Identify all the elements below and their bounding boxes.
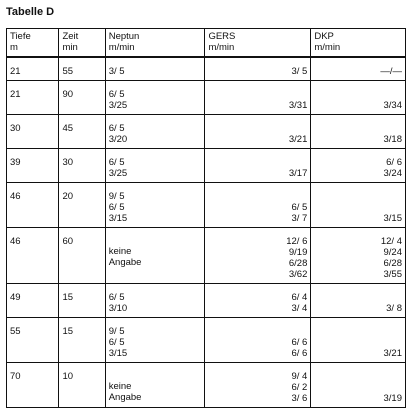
header-neptun-label: Neptun — [108, 31, 140, 42]
cell-zeit — [59, 232, 105, 284]
header-tiefe — [7, 29, 59, 58]
cell-gers — [205, 62, 311, 81]
decompression-table — [6, 28, 406, 408]
cell-line: 6/ 5 — [108, 89, 125, 100]
table-row — [7, 85, 406, 115]
table-row — [7, 367, 406, 408]
cell-neptun — [105, 153, 205, 183]
table-row — [7, 187, 406, 228]
cell-value: 30 — [62, 157, 74, 168]
cell-line: 9/ 4 — [291, 371, 308, 382]
cell-line: 9/24 — [383, 247, 402, 258]
cell-line: 6/ 5 — [108, 202, 125, 213]
cell-line: 3/15 — [108, 348, 128, 359]
cell-value: 46 — [10, 236, 21, 247]
table-row — [7, 119, 406, 149]
cell-line: 3/15 — [383, 213, 402, 224]
cell-tiefe — [7, 187, 59, 228]
cell-line: 3/24 — [383, 168, 402, 179]
cell-gers — [205, 85, 311, 115]
cell-line: 3/19 — [383, 393, 402, 404]
cell-zeit — [59, 187, 105, 228]
cell-gers — [205, 322, 311, 363]
cell-neptun — [105, 322, 205, 363]
cell-line: 6/ 4 — [291, 292, 308, 303]
cell-line: 3/ 5 — [291, 66, 308, 77]
header-row — [7, 29, 406, 58]
cell-line: 6/ 6 — [386, 157, 402, 168]
cell-line: keine — [108, 246, 132, 257]
cell-zeit — [59, 367, 105, 408]
cell-line: 3/55 — [383, 269, 402, 280]
cell-line: 3/34 — [383, 100, 402, 111]
cell-line: 3/ 7 — [291, 213, 308, 224]
cell-value: 21 — [10, 66, 21, 77]
cell-gers — [205, 367, 311, 408]
header-tiefe-label: Tiefe — [10, 31, 31, 42]
cell-dkp — [311, 322, 406, 363]
cell-line: 3/21 — [288, 134, 308, 145]
cell-value: 49 — [10, 292, 21, 303]
cell-tiefe — [7, 322, 59, 363]
cell-line: 6/ 5 — [108, 292, 125, 303]
cell-zeit — [59, 62, 105, 81]
cell-neptun — [105, 367, 205, 408]
header-tiefe-unit: m — [10, 42, 18, 53]
cell-neptun — [105, 85, 205, 115]
cell-neptun — [105, 232, 205, 284]
cell-neptun — [105, 187, 205, 228]
cell-value: 15 — [62, 326, 74, 337]
cell-tiefe — [7, 232, 59, 284]
cell-tiefe — [7, 367, 59, 408]
cell-value: 55 — [10, 326, 21, 337]
cell-gers — [205, 232, 311, 284]
header-gers-unit: m/min — [208, 42, 235, 53]
cell-value: 20 — [62, 191, 74, 202]
header-gers — [205, 29, 311, 58]
cell-line: 6/ 6 — [291, 348, 308, 359]
cell-line: 6/ 5 — [108, 123, 125, 134]
table-row — [7, 322, 406, 363]
cell-line: 12/ 4 — [380, 236, 402, 247]
cell-dkp — [311, 187, 406, 228]
cell-line: 3/ 8 — [386, 303, 402, 314]
cell-line: 3/10 — [108, 303, 128, 314]
cell-tiefe — [7, 119, 59, 149]
cell-value: 15 — [62, 292, 74, 303]
cell-neptun — [105, 119, 205, 149]
cell-line: Angabe — [108, 257, 142, 268]
cell-line: 3/ 5 — [108, 66, 125, 77]
cell-line: 3/25 — [108, 100, 128, 111]
cell-line: 9/ 5 — [108, 326, 125, 337]
cell-line: 6/ 5 — [108, 337, 125, 348]
cell-dkp — [311, 232, 406, 284]
cell-value: 39 — [10, 157, 21, 168]
cell-tiefe — [7, 153, 59, 183]
cell-line: 6/ 5 — [291, 202, 308, 213]
cell-line: 3/25 — [108, 168, 128, 179]
table-row — [7, 153, 406, 183]
cell-gers — [205, 187, 311, 228]
cell-line: Angabe — [108, 392, 142, 403]
cell-value: 10 — [62, 371, 74, 382]
cell-zeit — [59, 288, 105, 318]
cell-line: 3/18 — [383, 134, 402, 145]
cell-dkp — [311, 85, 406, 115]
cell-tiefe — [7, 85, 59, 115]
cell-tiefe — [7, 62, 59, 81]
cell-gers — [205, 119, 311, 149]
header-zeit-label: Zeit — [62, 31, 79, 42]
header-neptun-unit: m/min — [108, 42, 135, 53]
cell-line: —/— — [380, 66, 402, 77]
cell-line: 6/ 2 — [291, 382, 308, 393]
cell-line: 3/21 — [383, 348, 402, 359]
header-zeit — [59, 29, 105, 58]
cell-line: 3/15 — [108, 213, 128, 224]
header-neptun — [105, 29, 205, 58]
table-body — [7, 57, 406, 408]
cell-line: keine — [108, 381, 132, 392]
cell-line: 3/17 — [288, 168, 308, 179]
header-dkp-label: DKP — [314, 31, 334, 42]
cell-value: 60 — [62, 236, 74, 247]
cell-value: 45 — [62, 123, 74, 134]
cell-neptun — [105, 288, 205, 318]
cell-line: 3/ 4 — [291, 303, 308, 314]
table-row — [7, 62, 406, 81]
cell-line: 6/ 5 — [108, 157, 125, 168]
table-row — [7, 288, 406, 318]
cell-line: 3/20 — [108, 134, 128, 145]
cell-tiefe — [7, 288, 59, 318]
cell-dkp — [311, 367, 406, 408]
cell-line: 9/19 — [288, 247, 308, 258]
cell-gers — [205, 288, 311, 318]
cell-line: 6/ 6 — [291, 337, 308, 348]
cell-line: 6/28 — [383, 258, 402, 269]
cell-zeit — [59, 119, 105, 149]
cell-value: 21 — [10, 89, 21, 100]
cell-value: 55 — [62, 66, 74, 77]
cell-dkp — [311, 288, 406, 318]
cell-dkp — [311, 119, 406, 149]
cell-gers — [205, 153, 311, 183]
cell-neptun — [105, 62, 205, 81]
cell-line: 12/ 6 — [286, 236, 308, 247]
cell-dkp — [311, 62, 406, 81]
cell-value: 30 — [10, 123, 21, 134]
cell-zeit — [59, 85, 105, 115]
header-dkp — [311, 29, 406, 58]
cell-line: 6/28 — [288, 258, 308, 269]
header-dkp-unit: m/min — [314, 42, 341, 53]
cell-zeit — [59, 322, 105, 363]
cell-value: 70 — [10, 371, 21, 382]
cell-line: 3/ 6 — [291, 393, 308, 404]
table-title: Tabelle D — [6, 6, 55, 18]
cell-dkp — [311, 153, 406, 183]
table-row — [7, 232, 406, 284]
header-gers-label: GERS — [208, 31, 236, 42]
header-zeit-unit: min — [62, 42, 78, 53]
cell-zeit — [59, 153, 105, 183]
cell-value: 46 — [10, 191, 21, 202]
cell-line: 9/ 5 — [108, 191, 125, 202]
cell-value: 90 — [62, 89, 74, 100]
cell-line: 3/31 — [288, 100, 308, 111]
cell-line: 3/62 — [288, 269, 308, 280]
